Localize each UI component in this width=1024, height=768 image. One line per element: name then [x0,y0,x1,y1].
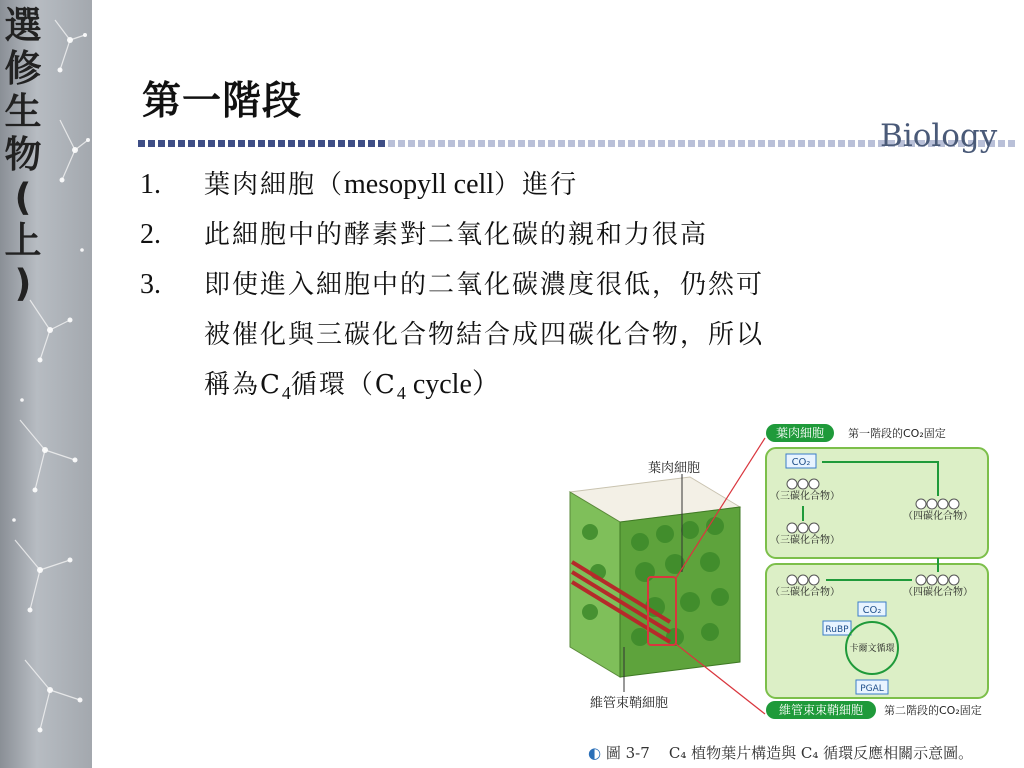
divider-square [278,140,285,147]
badge-bundle-sheath: 維管束束鞘細胞 [778,703,864,717]
biology-logo: Biology [880,118,998,154]
sidebar-title [0,4,46,305]
stage-one-label: 第一階段的CO₂固定 [848,427,946,440]
divider-square [218,140,225,147]
divider-square [508,140,515,147]
divider-square [588,140,595,147]
divider-square [148,140,155,147]
divider-square [848,140,855,147]
divider-square [288,140,295,147]
stage-one-panel [766,424,988,558]
divider-square [738,140,745,147]
divider-square [998,140,1005,147]
stage-two-panel [766,558,988,719]
divider-square [198,140,205,147]
sidebar-title-char: 修 [4,47,42,90]
divider-square [358,140,365,147]
divider-square [488,140,495,147]
divider-square [608,140,615,147]
divider-square [408,140,415,147]
divider-square [838,140,845,147]
badge-mesophyll: 葉肉細胞 [775,426,825,440]
divider-square [238,140,245,147]
divider-square [268,140,275,147]
divider-square [828,140,835,147]
divider-square [388,140,395,147]
sidebar-decoration [0,0,92,768]
list-item [140,210,1010,260]
list-number: 2. [140,219,161,250]
divider-square [258,140,265,147]
caption-text: C₄ 植物葉片構造與 C₄ 循環反應相關示意圖。 [668,744,974,762]
list-number: 3. [140,269,161,300]
divider-square [868,140,875,147]
divider-square [338,140,345,147]
divider-square [438,140,445,147]
divider-square [538,140,545,147]
divider-square [188,140,195,147]
svg-text:RuBP: RuBP [825,625,849,635]
caption-icon: ◐ [588,744,602,762]
divider-square [428,140,435,147]
divider-square [318,140,325,147]
svg-text:PGAL: PGAL [860,684,884,694]
slide-title: 第一階段 [142,78,303,124]
sidebar-title-char: ) [14,262,32,305]
divider-square [158,140,165,147]
sidebar-title-char: 上 [4,219,42,262]
stage-two-label: 第二階段的CO₂固定 [884,704,982,717]
list-text: 即使進入細胞中的二氧化碳濃度很低，仍然可 被催化與三碳化合物結合成四碳化合物，所以 稱為$C_4$循環（$C_4$ cycle） [204,270,765,404]
divider-square [298,140,305,147]
divider-square [368,140,375,147]
list-text: 此細胞中的酵素對二氧化碳的親和力很高 [204,220,709,250]
divider-square [628,140,635,147]
divider-square [458,140,465,147]
divider-square [688,140,695,147]
content-list [140,160,1010,418]
divider-square [618,140,625,147]
list-text: 葉肉細胞（mesopyll cell）進行 [204,169,579,200]
divider-square [308,140,315,147]
sidebar-title-char: 物 [4,133,42,176]
divider-square [498,140,505,147]
divider-square [228,140,235,147]
svg-text:（三碳化合物）: （三碳化合物） [770,491,840,502]
divider-square [728,140,735,147]
divider-square [178,140,185,147]
divider-square [858,140,865,147]
divider-square [568,140,575,147]
list-item [140,260,1010,418]
divider-square [1008,140,1015,147]
divider-square [418,140,425,147]
svg-text:卡爾文循環: 卡爾文循環 [849,644,895,654]
svg-text:（四碳化合物）: （四碳化合物） [903,587,973,598]
divider-square [558,140,565,147]
sidebar-title-char: ( [14,176,32,219]
c4-diagram [560,422,1020,722]
sidebar-title-char: 生 [4,90,42,133]
sidebar-title-char: 選 [4,4,42,47]
divider-square [778,140,785,147]
svg-text:CO₂: CO₂ [862,605,882,616]
divider-square [798,140,805,147]
divider-square [528,140,535,147]
svg-text:（四碳化合物）: （四碳化合物） [903,511,973,522]
divider-square [478,140,485,147]
divider-square [698,140,705,147]
divider-square [668,140,675,147]
divider-square [708,140,715,147]
divider-square [168,140,175,147]
svg-text:CO₂: CO₂ [791,457,811,468]
divider-square [138,140,145,147]
divider-square [748,140,755,147]
divider-square [768,140,775,147]
caption-fig-number: 圖 3-7 [605,744,650,762]
divider-square [648,140,655,147]
divider-square [378,140,385,147]
divider-square [808,140,815,147]
divider-square [788,140,795,147]
list-number: 1. [140,169,161,200]
divider-square [348,140,355,147]
divider-square [468,140,475,147]
list-item [140,160,1010,210]
svg-text:（三碳化合物）: （三碳化合物） [770,587,840,598]
divider-square [818,140,825,147]
divider-square [328,140,335,147]
svg-text:（三碳化合物）: （三碳化合物） [770,535,840,546]
divider-square [448,140,455,147]
divider-square [658,140,665,147]
divider-square [398,140,405,147]
leaf-illustration [570,438,765,714]
label-bundle-sheath: 維管束鞘細胞 [590,696,669,711]
divider-square [598,140,605,147]
label-mesophyll: 葉肉細胞 [648,461,701,476]
divider-square [548,140,555,147]
divider-square [758,140,765,147]
divider-square [638,140,645,147]
figure-caption [588,742,973,763]
divider-square [718,140,725,147]
divider-square [678,140,685,147]
divider-square [248,140,255,147]
divider-square [518,140,525,147]
divider-square [578,140,585,147]
divider-square [208,140,215,147]
